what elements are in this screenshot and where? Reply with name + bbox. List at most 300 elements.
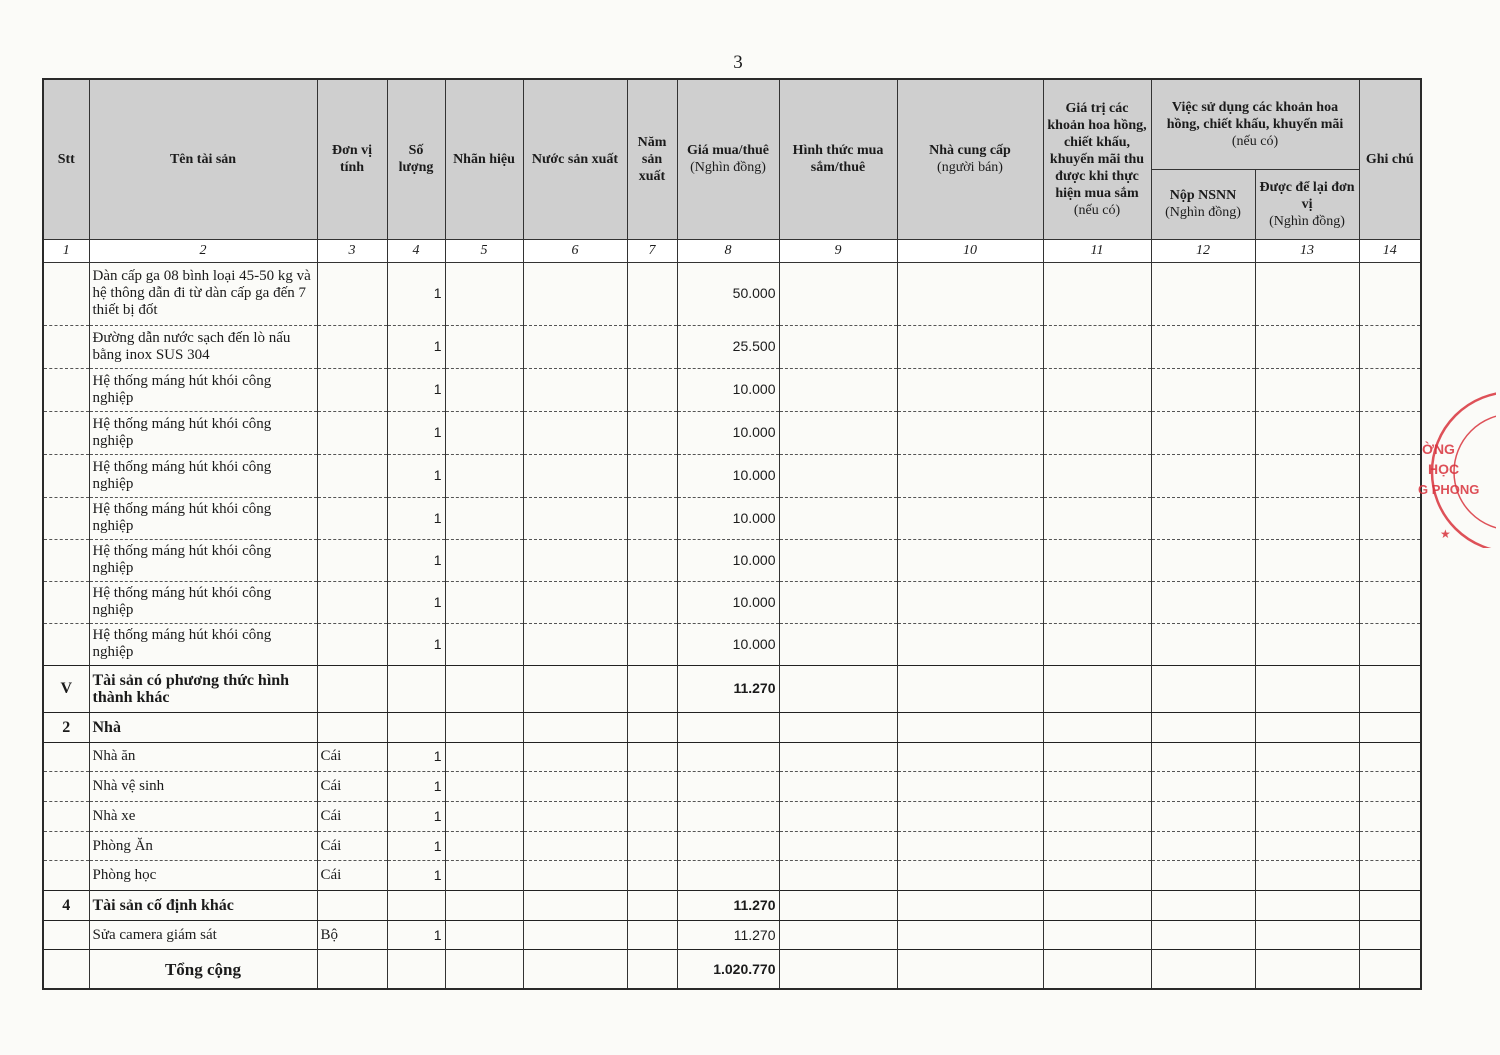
cell-country [523, 712, 627, 742]
column-number: 9 [779, 239, 897, 262]
cell-country [523, 891, 627, 921]
table-row [43, 497, 1421, 539]
cell-price: 10.000 [677, 454, 779, 497]
cell-paid-to-budget [1151, 368, 1255, 411]
cell-commission-value [1043, 861, 1151, 891]
cell-retained [1255, 772, 1359, 802]
cell-asset-name: Hệ thống máng hút khói công nghiệp [89, 411, 317, 454]
cell-stt [43, 802, 89, 832]
cell-asset-name: Tài sản cố định khác [89, 891, 317, 921]
column-number: 14 [1359, 239, 1421, 262]
cell-stt [43, 581, 89, 623]
cell-note [1359, 920, 1421, 950]
column-number: 1 [43, 239, 89, 262]
cell-stt [43, 772, 89, 802]
cell-supplier [897, 581, 1043, 623]
cell-country [523, 831, 627, 861]
cell-country [523, 920, 627, 950]
cell-asset-name: Hệ thống máng hút khói công nghiệp [89, 581, 317, 623]
cell-retained [1255, 623, 1359, 665]
cell-year [627, 742, 677, 772]
cell-paid-to-budget [1151, 581, 1255, 623]
cell-purchase-method [779, 411, 897, 454]
cell-note [1359, 539, 1421, 581]
header-nuoc-san-xuat: Nước sản xuất [523, 79, 627, 239]
cell-quantity: 1 [387, 861, 445, 891]
cell-quantity: 1 [387, 742, 445, 772]
cell-year [627, 368, 677, 411]
cell-brand [445, 325, 523, 368]
cell-purchase-method [779, 497, 897, 539]
cell-brand [445, 581, 523, 623]
cell-year [627, 497, 677, 539]
cell-commission-value [1043, 368, 1151, 411]
section-row [43, 665, 1421, 712]
cell-empty [627, 950, 677, 989]
cell-note [1359, 411, 1421, 454]
header-nhan-hieu: Nhãn hiệu [445, 79, 523, 239]
cell-empty [523, 950, 627, 989]
header-de-lai-don-vi-label: Được để lại đơn vị [1259, 179, 1355, 212]
header-hinh-thuc: Hình thức mua sắm/thuê [779, 79, 897, 239]
cell-brand [445, 411, 523, 454]
cell-empty [1255, 950, 1359, 989]
cell-unit: Cái [317, 772, 387, 802]
cell-note [1359, 368, 1421, 411]
cell-brand [445, 665, 523, 712]
cell-year [627, 665, 677, 712]
cell-brand [445, 539, 523, 581]
cell-commission-value [1043, 539, 1151, 581]
header-viec-su-dung-sub: (nếu có) [1231, 133, 1279, 149]
column-number: 2 [89, 239, 317, 262]
cell-brand [445, 831, 523, 861]
cell-retained [1255, 920, 1359, 950]
cell-stt [43, 950, 89, 989]
cell-paid-to-budget [1151, 623, 1255, 665]
cell-note [1359, 772, 1421, 802]
cell-brand [445, 368, 523, 411]
cell-commission-value [1043, 262, 1151, 325]
cell-stt [43, 920, 89, 950]
column-number: 12 [1151, 239, 1255, 262]
cell-country [523, 454, 627, 497]
cell-country [523, 581, 627, 623]
cell-unit: Bộ [317, 920, 387, 950]
cell-paid-to-budget [1151, 411, 1255, 454]
header-gia-mua [677, 79, 779, 239]
cell-retained [1255, 581, 1359, 623]
cell-asset-name: Nhà ăn [89, 742, 317, 772]
cell-country [523, 802, 627, 832]
cell-note [1359, 861, 1421, 891]
cell-empty [1359, 950, 1421, 989]
asset-table [42, 78, 1422, 990]
cell-brand [445, 742, 523, 772]
cell-commission-value [1043, 454, 1151, 497]
cell-purchase-method [779, 831, 897, 861]
cell-unit [317, 368, 387, 411]
cell-supplier [897, 411, 1043, 454]
header-ten-tai-san: Tên tài sản [89, 79, 317, 239]
cell-retained [1255, 539, 1359, 581]
cell-retained [1255, 368, 1359, 411]
cell-price: 25.500 [677, 325, 779, 368]
header-viec-su-dung-label: Việc sử dụng các khoản hoa hồng, chiết khấu, khuyến mãi [1166, 99, 1344, 132]
cell-stt [43, 831, 89, 861]
header-nop-nsnn [1151, 169, 1255, 239]
cell-purchase-method [779, 368, 897, 411]
cell-year [627, 262, 677, 325]
column-number: 6 [523, 239, 627, 262]
cell-quantity: 1 [387, 262, 445, 325]
cell-commission-value [1043, 325, 1151, 368]
cell-paid-to-budget [1151, 665, 1255, 712]
column-number-row [43, 239, 1421, 262]
column-number: 5 [445, 239, 523, 262]
cell-price: 10.000 [677, 539, 779, 581]
cell-empty [779, 950, 897, 989]
column-number: 3 [317, 239, 387, 262]
cell-supplier [897, 802, 1043, 832]
cell-purchase-method [779, 891, 897, 921]
column-number: 7 [627, 239, 677, 262]
cell-paid-to-budget [1151, 712, 1255, 742]
cell-paid-to-budget [1151, 920, 1255, 950]
table-header [43, 79, 1421, 262]
cell-stt: V [43, 665, 89, 712]
cell-unit [317, 665, 387, 712]
cell-quantity [387, 712, 445, 742]
cell-price [677, 712, 779, 742]
cell-country [523, 411, 627, 454]
cell-supplier [897, 539, 1043, 581]
cell-brand [445, 772, 523, 802]
cell-supplier [897, 712, 1043, 742]
cell-asset-name: Đường dẫn nước sạch đến lò nấu bằng inox SUS 304 [89, 325, 317, 368]
cell-supplier [897, 891, 1043, 921]
table-row [43, 411, 1421, 454]
stamp-line: HỌC [1428, 461, 1460, 477]
cell-purchase-method [779, 772, 897, 802]
table-row [43, 772, 1421, 802]
cell-brand [445, 861, 523, 891]
cell-quantity: 1 [387, 581, 445, 623]
header-de-lai-don-vi-unit: (Nghìn đồng) [1269, 213, 1345, 229]
cell-country [523, 539, 627, 581]
page-number: 3 [733, 52, 743, 73]
cell-purchase-method [779, 325, 897, 368]
cell-quantity: 1 [387, 368, 445, 411]
cell-purchase-method [779, 623, 897, 665]
cell-stt [43, 623, 89, 665]
cell-quantity: 1 [387, 920, 445, 950]
cell-price [677, 831, 779, 861]
table-row [43, 920, 1421, 950]
cell-note [1359, 891, 1421, 921]
cell-stt: 2 [43, 712, 89, 742]
header-nam-san-xuat: Năm sản xuất [627, 79, 677, 239]
cell-quantity [387, 891, 445, 921]
table-body [43, 262, 1421, 989]
cell-supplier [897, 920, 1043, 950]
cell-brand [445, 454, 523, 497]
cell-country [523, 325, 627, 368]
cell-quantity: 1 [387, 623, 445, 665]
cell-purchase-method [779, 454, 897, 497]
cell-empty [897, 950, 1043, 989]
cell-price [677, 772, 779, 802]
header-so-luong: Số lượng [387, 79, 445, 239]
cell-stt [43, 497, 89, 539]
cell-price [677, 802, 779, 832]
cell-note [1359, 802, 1421, 832]
cell-country [523, 262, 627, 325]
header-gia-tri-hoa-hong-label: Giá trị các khoản hoa hồng, chiết khấu, khuyến mãi thu được khi thực hiện mua sắm [1047, 100, 1147, 201]
table-row [43, 454, 1421, 497]
cell-retained [1255, 454, 1359, 497]
cell-purchase-method [779, 262, 897, 325]
cell-quantity: 1 [387, 497, 445, 539]
cell-paid-to-budget [1151, 772, 1255, 802]
cell-unit: Cái [317, 831, 387, 861]
cell-quantity: 1 [387, 831, 445, 861]
section-row [43, 712, 1421, 742]
cell-year [627, 581, 677, 623]
cell-note [1359, 581, 1421, 623]
cell-paid-to-budget [1151, 802, 1255, 832]
table-row [43, 368, 1421, 411]
cell-supplier [897, 831, 1043, 861]
cell-asset-name: Nhà vệ sinh [89, 772, 317, 802]
cell-country [523, 861, 627, 891]
cell-retained [1255, 742, 1359, 772]
header-viec-su-dung [1151, 79, 1359, 169]
cell-commission-value [1043, 581, 1151, 623]
cell-year [627, 802, 677, 832]
cell-year [627, 325, 677, 368]
cell-commission-value [1043, 802, 1151, 832]
cell-note [1359, 497, 1421, 539]
cell-paid-to-budget [1151, 454, 1255, 497]
cell-country [523, 497, 627, 539]
red-seal-stamp [1414, 388, 1496, 548]
table-row [43, 742, 1421, 772]
cell-quantity [387, 665, 445, 712]
cell-retained [1255, 861, 1359, 891]
cell-price: 11.270 [677, 665, 779, 712]
cell-purchase-method [779, 712, 897, 742]
cell-stt [43, 368, 89, 411]
cell-note [1359, 712, 1421, 742]
cell-unit: Cái [317, 802, 387, 832]
cell-unit [317, 539, 387, 581]
cell-asset-name: Phòng Ăn [89, 831, 317, 861]
cell-commission-value [1043, 411, 1151, 454]
cell-retained [1255, 712, 1359, 742]
cell-paid-to-budget [1151, 539, 1255, 581]
cell-unit [317, 262, 387, 325]
cell-stt [43, 454, 89, 497]
cell-note [1359, 454, 1421, 497]
cell-year [627, 623, 677, 665]
header-de-lai-don-vi [1255, 169, 1359, 239]
cell-stt [43, 325, 89, 368]
cell-purchase-method [779, 802, 897, 832]
cell-purchase-method [779, 861, 897, 891]
cell-asset-name: Sửa camera giám sát [89, 920, 317, 950]
cell-commission-value [1043, 772, 1151, 802]
column-number: 8 [677, 239, 779, 262]
cell-quantity: 1 [387, 802, 445, 832]
cell-purchase-method [779, 920, 897, 950]
header-gia-mua-label: Giá mua/thuê [686, 143, 770, 159]
cell-unit [317, 623, 387, 665]
cell-empty [317, 950, 387, 989]
cell-commission-value [1043, 665, 1151, 712]
cell-stt: 4 [43, 891, 89, 921]
total-label: Tổng cộng [89, 950, 317, 989]
cell-unit [317, 411, 387, 454]
header-stt: Stt [43, 79, 89, 239]
star-icon: ★ [1440, 527, 1451, 541]
stamp-line: ỜNG [1422, 441, 1455, 457]
header-nha-cung-cap [897, 79, 1043, 239]
column-number: 4 [387, 239, 445, 262]
cell-supplier [897, 325, 1043, 368]
cell-note [1359, 742, 1421, 772]
cell-asset-name: Phòng học [89, 861, 317, 891]
cell-supplier [897, 742, 1043, 772]
cell-empty [1043, 950, 1151, 989]
cell-stt [43, 262, 89, 325]
cell-stt [43, 411, 89, 454]
cell-price [677, 742, 779, 772]
cell-unit [317, 581, 387, 623]
table-row [43, 539, 1421, 581]
cell-empty [445, 950, 523, 989]
cell-supplier [897, 454, 1043, 497]
cell-paid-to-budget [1151, 262, 1255, 325]
cell-supplier [897, 772, 1043, 802]
cell-year [627, 861, 677, 891]
cell-unit: Cái [317, 861, 387, 891]
header-ghi-chu: Ghi chú [1359, 79, 1421, 239]
cell-retained [1255, 831, 1359, 861]
cell-quantity: 1 [387, 325, 445, 368]
cell-price: 10.000 [677, 497, 779, 539]
cell-note [1359, 831, 1421, 861]
cell-supplier [897, 262, 1043, 325]
cell-purchase-method [779, 665, 897, 712]
cell-year [627, 454, 677, 497]
cell-brand [445, 623, 523, 665]
header-nha-cung-cap-label: Nhà cung cấp [929, 143, 1011, 159]
cell-commission-value [1043, 623, 1151, 665]
header-gia-tri-hoa-hong-sub: (nếu có) [1073, 202, 1121, 218]
cell-price: 10.000 [677, 581, 779, 623]
cell-price: 11.270 [677, 920, 779, 950]
cell-year [627, 539, 677, 581]
cell-price: 10.000 [677, 623, 779, 665]
cell-purchase-method [779, 581, 897, 623]
cell-unit [317, 325, 387, 368]
cell-asset-name: Nhà [89, 712, 317, 742]
cell-supplier [897, 368, 1043, 411]
cell-retained [1255, 325, 1359, 368]
cell-price: 10.000 [677, 368, 779, 411]
cell-commission-value [1043, 742, 1151, 772]
header-nha-cung-cap-sub: (người bán) [937, 160, 1003, 176]
section-row [43, 891, 1421, 921]
cell-paid-to-budget [1151, 497, 1255, 539]
cell-note [1359, 623, 1421, 665]
header-don-vi-tinh: Đơn vị tính [317, 79, 387, 239]
cell-paid-to-budget [1151, 742, 1255, 772]
cell-asset-name: Hệ thống máng hút khói công nghiệp [89, 497, 317, 539]
cell-year [627, 772, 677, 802]
cell-supplier [897, 497, 1043, 539]
cell-asset-name: Dàn cấp ga 08 bình loại 45-50 kg và hệ thông dẫn đi từ dàn cấp ga đến 7 thiết bị đốt [89, 262, 317, 325]
table-row [43, 325, 1421, 368]
cell-country [523, 742, 627, 772]
cell-supplier [897, 665, 1043, 712]
table-row [43, 861, 1421, 891]
cell-asset-name: Hệ thống máng hút khói công nghiệp [89, 623, 317, 665]
cell-brand [445, 262, 523, 325]
cell-retained [1255, 411, 1359, 454]
cell-supplier [897, 623, 1043, 665]
cell-note [1359, 262, 1421, 325]
cell-country [523, 772, 627, 802]
cell-country [523, 623, 627, 665]
stamp-line: G PHONG [1418, 482, 1480, 497]
total-price: 1.020.770 [677, 950, 779, 989]
cell-supplier [897, 861, 1043, 891]
cell-price [677, 861, 779, 891]
cell-stt [43, 861, 89, 891]
header-nop-nsnn-label: Nộp NSNN [1169, 188, 1237, 203]
cell-commission-value [1043, 712, 1151, 742]
cell-year [627, 831, 677, 861]
cell-quantity: 1 [387, 454, 445, 497]
cell-purchase-method [779, 539, 897, 581]
cell-year [627, 891, 677, 921]
cell-note [1359, 325, 1421, 368]
cell-paid-to-budget [1151, 831, 1255, 861]
cell-asset-name: Nhà xe [89, 802, 317, 832]
cell-unit [317, 497, 387, 539]
cell-year [627, 411, 677, 454]
cell-year [627, 712, 677, 742]
cell-paid-to-budget [1151, 891, 1255, 921]
total-row [43, 950, 1421, 989]
cell-empty [387, 950, 445, 989]
cell-quantity: 1 [387, 772, 445, 802]
cell-asset-name: Hệ thống máng hút khói công nghiệp [89, 454, 317, 497]
cell-brand [445, 497, 523, 539]
cell-unit [317, 454, 387, 497]
cell-price: 10.000 [677, 411, 779, 454]
cell-purchase-method [779, 742, 897, 772]
cell-empty [1151, 950, 1255, 989]
cell-asset-name: Hệ thống máng hút khói công nghiệp [89, 539, 317, 581]
table-row [43, 831, 1421, 861]
cell-price: 50.000 [677, 262, 779, 325]
cell-quantity: 1 [387, 411, 445, 454]
column-number: 13 [1255, 239, 1359, 262]
cell-retained [1255, 262, 1359, 325]
